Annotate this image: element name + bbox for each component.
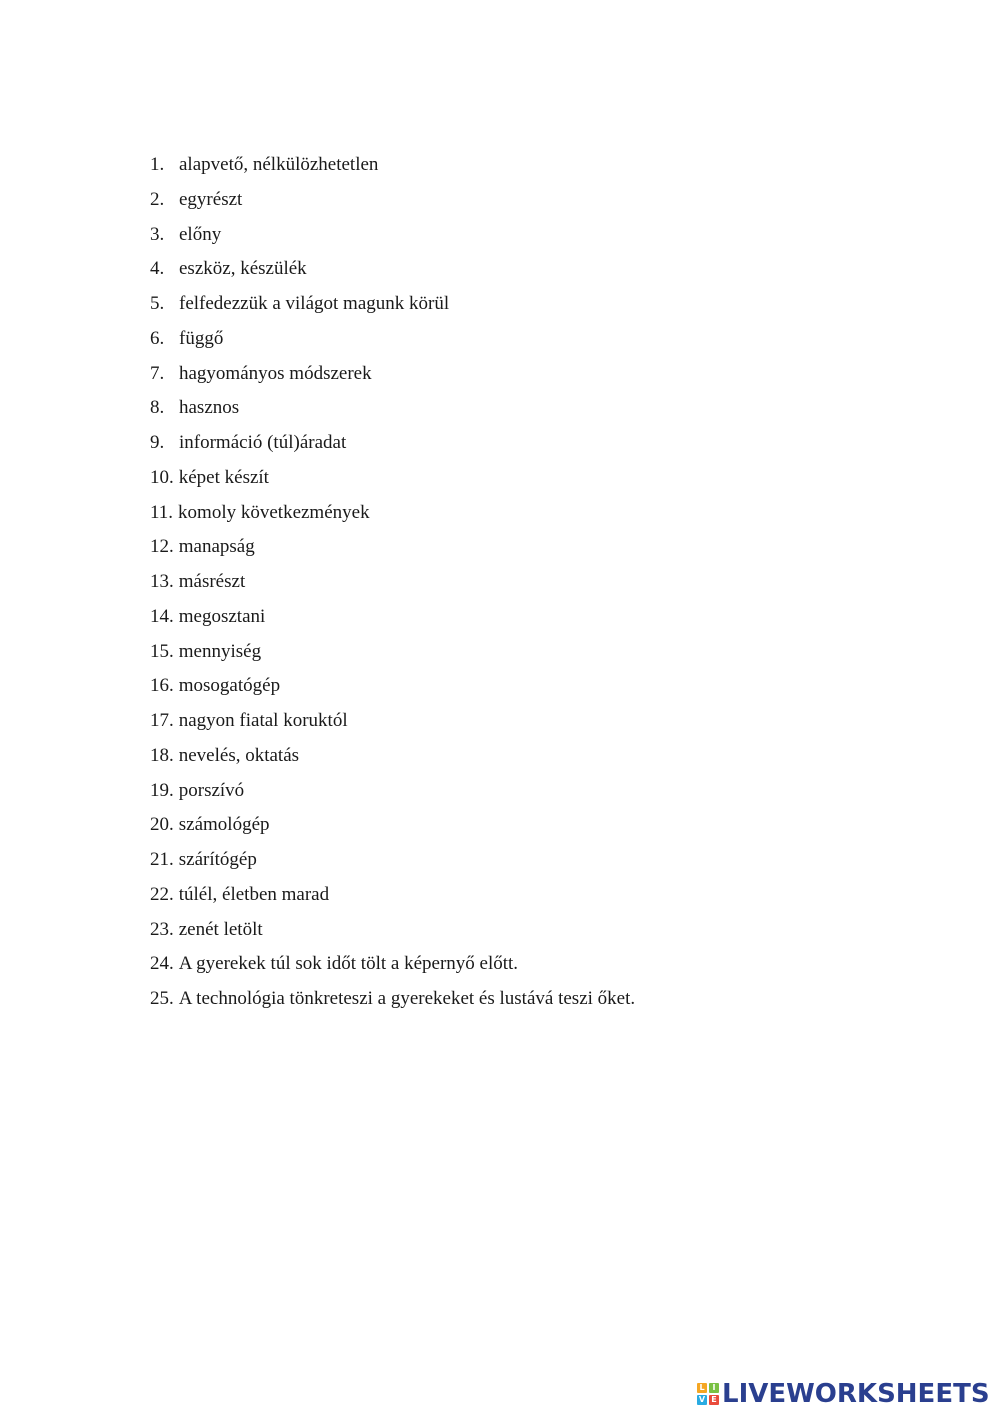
list-item	[150, 222, 635, 257]
list-item-text: megosztani	[178, 605, 266, 627]
list-item-number: 7.	[150, 362, 165, 384]
list-item-number: 6.	[150, 327, 165, 349]
list-item	[150, 604, 635, 639]
list-item-number: 5.	[150, 293, 165, 314]
list-item-number: 22.	[150, 883, 174, 905]
list-item-number: 18.	[150, 744, 174, 766]
list-item	[150, 326, 635, 361]
list-item-text: mosogatógép	[178, 675, 281, 697]
list-item	[150, 152, 635, 187]
list-item-number: 17.	[150, 710, 174, 731]
list-item-text: manapság	[178, 536, 255, 558]
logo-text: LIVEWORKSHEETS	[722, 1379, 990, 1409]
logo-mark-icon	[697, 1383, 719, 1405]
list-item	[150, 743, 635, 778]
list-item	[150, 291, 635, 326]
list-item-number: 15.	[150, 640, 174, 662]
vocabulary-list	[150, 152, 635, 1021]
logo-mark-letter: E	[709, 1395, 719, 1405]
list-item-text: szárítógép	[178, 849, 257, 870]
list-item	[150, 882, 635, 917]
logo-mark-letter: L	[697, 1383, 707, 1393]
list-item-number: 19.	[150, 779, 174, 801]
list-item	[150, 639, 635, 674]
list-item-text: túlél, életben marad	[178, 883, 330, 905]
list-item-number: 16.	[150, 675, 174, 697]
list-item-number: 4.	[150, 258, 165, 280]
list-item-text: felfedezzük a világot magunk körül	[179, 293, 450, 314]
logo-mark-letter: V	[698, 1395, 706, 1404]
list-item-text: A gyerekek túl sok időt tölt a képernyő előtt.	[178, 953, 519, 975]
list-item	[150, 778, 635, 813]
list-item	[150, 395, 635, 430]
list-item	[150, 917, 635, 952]
list-item-number: 8.	[150, 397, 165, 419]
list-item-number: 1.	[150, 154, 165, 175]
list-item	[150, 708, 635, 743]
list-item	[150, 847, 635, 882]
list-item	[150, 187, 635, 222]
list-item-number: 13.	[150, 571, 174, 592]
list-item-number: 24.	[150, 953, 174, 975]
list-item-text: mennyiség	[178, 640, 262, 662]
list-item-text: hagyományos módszerek	[179, 362, 372, 384]
list-item	[150, 951, 635, 986]
list-item	[150, 812, 635, 847]
list-item-text: hasznos	[179, 397, 240, 419]
logo-mark-letter: I	[709, 1383, 719, 1393]
list-item-number: 25.	[150, 988, 174, 1009]
list-item-text: függő	[179, 327, 224, 349]
list-item-number: 2.	[150, 188, 165, 210]
list-item-text: képet készít	[178, 466, 269, 488]
list-item-text: előny	[179, 223, 222, 245]
list-item-number: 14.	[150, 605, 174, 627]
list-item-text: komoly következmények	[178, 501, 370, 523]
list-item-text: zenét letölt	[178, 918, 263, 940]
list-item-number: 9.	[150, 432, 165, 453]
list-item	[150, 430, 635, 465]
list-item-text: porszívó	[178, 779, 245, 801]
list-item-number: 10.	[150, 466, 174, 488]
list-item-number: 20.	[150, 814, 174, 836]
list-item-number: 3.	[150, 223, 165, 245]
list-item-text: A technológia tönkreteszi a gyerekeket és lustává teszi őket.	[178, 988, 636, 1009]
list-item-number: 12.	[150, 536, 174, 558]
list-item-text: alapvető, nélkülözhetetlen	[179, 154, 379, 175]
list-item-text: egyrészt	[179, 188, 243, 210]
list-item	[150, 361, 635, 396]
list-item	[150, 500, 635, 535]
list-item	[150, 465, 635, 500]
list-item	[150, 986, 635, 1021]
list-item-text: számológép	[178, 814, 270, 836]
list-item-text: eszköz, készülék	[179, 258, 307, 280]
list-item-text: információ (túl)áradat	[179, 432, 347, 453]
list-item-number: 23.	[150, 918, 174, 940]
list-item	[150, 256, 635, 291]
list-item-text: másrészt	[178, 571, 246, 592]
list-item-text: nevelés, oktatás	[178, 744, 300, 766]
list-item-number: 11.	[150, 501, 174, 523]
list-item	[150, 534, 635, 569]
list-item-text: nagyon fiatal koruktól	[178, 710, 348, 731]
list-item	[150, 673, 635, 708]
list-item	[150, 569, 635, 604]
liveworksheets-logo	[697, 1377, 990, 1411]
list-item-number: 21.	[150, 849, 174, 870]
